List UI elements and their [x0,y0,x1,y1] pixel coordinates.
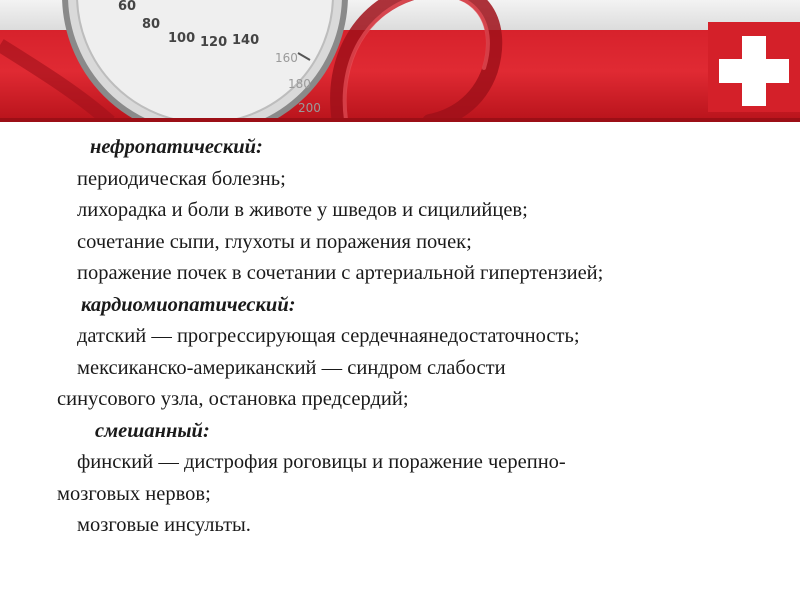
header-divider [0,118,800,122]
gauge-label: 60 [118,0,137,14]
gauge-label: 100 [168,31,196,46]
list-item-text: датский — прогрессирующая сердечнаянедостаточность; [77,325,580,347]
list-item [57,258,787,290]
gauge-label: 80 [142,17,161,32]
list-item [57,227,787,259]
section-heading: нефропатический: [90,136,263,158]
list-item-text: финский — дистрофия роговицы и поражение черепно- [77,451,566,473]
svg-text:180: 180 [288,77,311,91]
gauge-label: 140 [232,33,260,48]
svg-text:160: 160 [275,51,298,65]
list-item [57,321,787,353]
gauge-label: 120 [200,35,228,50]
list-item-text: лихорадка и боли в животе у шведов и сицилийцев; [77,199,528,221]
pressure-gauge-icon: 60 80 100 120 140 160 180 200 220 [60,0,350,122]
list-item [57,353,787,385]
section-heading: кардиомиопатический: [81,293,296,316]
list-item-continuation: мозговых нервов; [57,482,211,505]
list-item-continuation: синусового узла, остановка предсердий; [57,388,409,410]
list-item-text: периодическая болезнь; [77,167,286,190]
list-item [57,510,787,542]
section-heading: смешанный: [95,419,210,442]
svg-text:200: 200 [298,101,321,115]
list-item [57,164,787,196]
list-item-text: мозговые инсульты. [77,514,251,536]
medical-cross-icon [719,59,789,83]
list-item-text: сочетание сыпи, глухоты и поражения почек; [77,230,472,253]
list-item-text: поражение почек в сочетании с артериальной гипертензией; [77,262,604,284]
list-item-text: мексиканско-американский — синдром слабости [77,356,506,379]
slide-text-body [57,132,787,542]
list-item [57,447,787,479]
header-banner [0,0,800,137]
list-item [57,195,787,227]
